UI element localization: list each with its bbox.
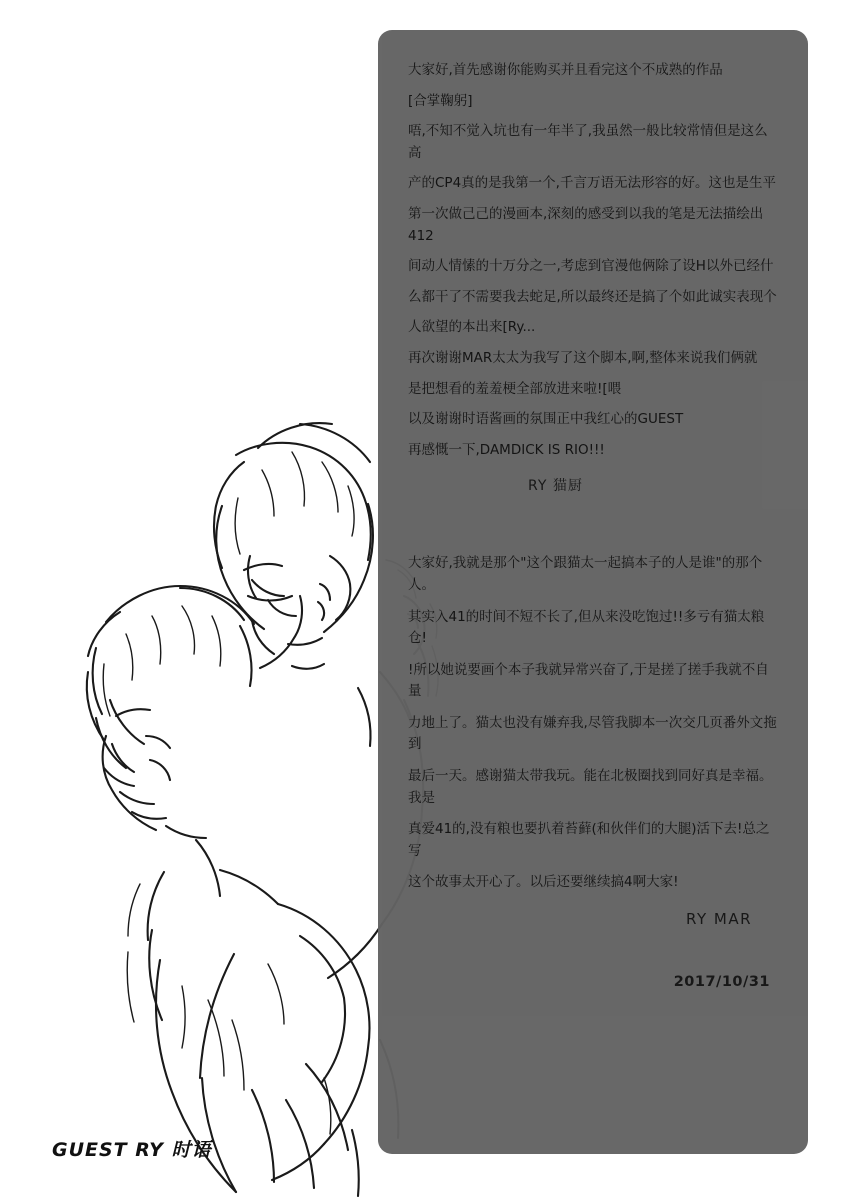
afterword-line: 再次谢谢MAR太太为我写了这个脚本,啊,整体来说我们俩就 (408, 349, 758, 366)
section-divider-gap (408, 495, 780, 553)
afterword-line: 其实入41的时间不短不长了,但从来没吃饱过!!多亏有猫太粮仓! (408, 608, 765, 647)
afterword-line: 间动人情愫的十万分之一,考虑到官漫他俩除了设H以外已经什 (408, 258, 774, 275)
afterword-line: 第一次做己己的漫画本,深刻的感受到以我的笔是无法描绘出412 (408, 205, 764, 244)
afterword-signature-2: RY MAR (685, 910, 753, 929)
afterword-date: 2017/10/31 (673, 974, 770, 991)
afterword-line: 产的CP4真的是我第一个,千言万语无法形容的好。这也是生平 (408, 175, 776, 192)
afterword-line: 力地上了。猫太也没有嫌弃我,尽管我脚本一次交几页番外文拖到 (408, 714, 777, 753)
guest-credit: GUEST RY 时语 (52, 1139, 212, 1161)
afterword-line: 最后一天。感谢猫太带我玩。能在北极圈找到同好真是幸福。我是 (408, 768, 773, 806)
afterword-line: 这个故事太开心了。以后还要继续搞4啊大家! (408, 874, 679, 891)
afterword-line: 以及谢谢时语酱画的氛围正中我红心的GUEST (408, 411, 684, 428)
afterword-line: 再感慨一下,DAMDICK IS RIO!!! (408, 441, 605, 458)
afterword-line: 么都干了不需要我去蛇足,所以最终还是搞了个如此诚实表现个 (408, 288, 777, 305)
afterword-line: 是把想看的羞羞梗全部放进来啦![喂 (408, 380, 622, 397)
afterword-section-2 (408, 553, 780, 928)
afterword-line: 唔,不知不觉入坑也有一年半了,我虽然一般比较常情但是这么高 (408, 123, 768, 161)
afterword-line: 人欲望的本出来[Ry... (408, 319, 536, 336)
afterword-line: 真爱41的,没有粮也要扒着苔藓(和伙伴们的大腿)活下去!总之写 (408, 821, 770, 859)
afterword-panel (378, 30, 808, 1154)
afterword-section-1 (408, 60, 780, 495)
afterword-line: 大家好,首先感谢你能购买并且看完这个不成熟的作品 (408, 62, 723, 78)
afterword-signature-1: RY 猫厨 (528, 478, 583, 495)
afterword-line: !所以她说要画个本子我就异常兴奋了,于是搓了搓手我就不自量 (408, 661, 769, 700)
afterword-line: [合掌鞠躬] (408, 92, 473, 109)
afterword-line: 大家好,我就是那个"这个跟猫太一起搞本子的人是谁"的那个人。 (408, 555, 763, 593)
